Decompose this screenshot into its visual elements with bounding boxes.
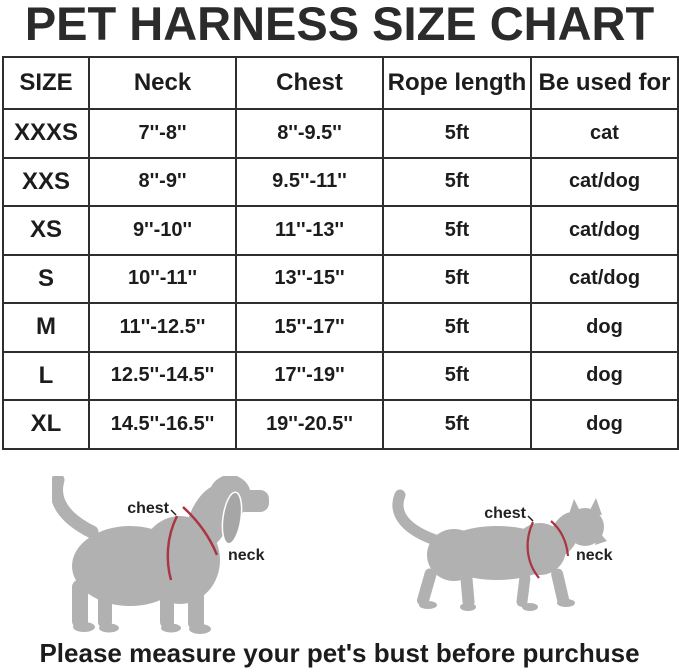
dog-tail [56, 480, 92, 532]
cell-size: XXXS [3, 109, 89, 158]
cell-rope: 5ft [383, 255, 531, 304]
measurement-diagrams [0, 463, 679, 640]
cat-chest-label: chest [484, 505, 526, 522]
header-row [3, 57, 678, 109]
cell-chest: 9.5''-11'' [236, 158, 383, 207]
cell-use: cat/dog [531, 206, 678, 255]
cell-rope: 5ft [383, 158, 531, 207]
cat-paw [460, 603, 476, 611]
table-row [3, 206, 678, 255]
cat-paw [522, 603, 538, 611]
dog-silhouette [52, 476, 292, 636]
cell-rope: 5ft [383, 109, 531, 158]
cell-use: dog [531, 352, 678, 401]
cell-use: dog [531, 400, 678, 449]
cat-silhouette [392, 489, 617, 614]
cell-rope: 5ft [383, 206, 531, 255]
cell-neck: 14.5''-16.5'' [89, 400, 236, 449]
cell-chest: 15''-17'' [236, 303, 383, 352]
page-title: PET HARNESS SIZE CHART [24, 0, 655, 50]
col-header-use: Be used for [531, 57, 678, 109]
cell-rope: 5ft [383, 303, 531, 352]
cell-use: cat/dog [531, 158, 678, 207]
cell-chest: 19''-20.5'' [236, 400, 383, 449]
cell-size: M [3, 303, 89, 352]
cell-neck: 11''-12.5'' [89, 303, 236, 352]
footer-note: Please measure your pet's bust before purchuse [39, 638, 640, 668]
cell-size: XS [3, 206, 89, 255]
table-row [3, 303, 678, 352]
dog-chest-label: chest [127, 500, 169, 517]
cat-neck-label: neck [576, 547, 613, 564]
cell-size: XL [3, 400, 89, 449]
table-row [3, 109, 678, 158]
cell-neck: 10''-11'' [89, 255, 236, 304]
cat-haunch [427, 529, 481, 581]
cell-rope: 5ft [383, 400, 531, 449]
size-chart-table [2, 56, 679, 450]
cell-use: dog [531, 303, 678, 352]
cell-use: cat [531, 109, 678, 158]
cat-paw [557, 599, 575, 607]
col-header-size: SIZE [3, 57, 89, 109]
col-header-neck: Neck [89, 57, 236, 109]
cell-chest: 17''-19'' [236, 352, 383, 401]
table-row [3, 158, 678, 207]
col-header-rope: Rope length [383, 57, 531, 109]
cat-ear [588, 498, 602, 515]
cell-chest: 11''-13'' [236, 206, 383, 255]
table-row [3, 400, 678, 449]
cell-size: XXS [3, 158, 89, 207]
cat-paw [419, 601, 437, 609]
cat-chest-pointer [528, 516, 533, 521]
cell-chest: 13''-15'' [236, 255, 383, 304]
table-row [3, 352, 678, 401]
dog-paw [73, 622, 95, 632]
cell-neck: 7''-8'' [89, 109, 236, 158]
dog-neck-label: neck [228, 547, 265, 564]
dog-paw [189, 624, 211, 634]
cell-neck: 12.5''-14.5'' [89, 352, 236, 401]
col-header-chest: Chest [236, 57, 383, 109]
dog-paw [99, 624, 119, 633]
cell-size: L [3, 352, 89, 401]
cell-neck: 8''-9'' [89, 158, 236, 207]
dog-chest-pointer [171, 510, 176, 515]
cell-neck: 9''-10'' [89, 206, 236, 255]
cat-tail [398, 495, 438, 541]
cell-rope: 5ft [383, 352, 531, 401]
table-row [3, 255, 678, 304]
cell-chest: 8''-9.5'' [236, 109, 383, 158]
dog-paw [161, 624, 181, 633]
cell-use: cat/dog [531, 255, 678, 304]
cell-size: S [3, 255, 89, 304]
cat-ear [568, 499, 582, 517]
